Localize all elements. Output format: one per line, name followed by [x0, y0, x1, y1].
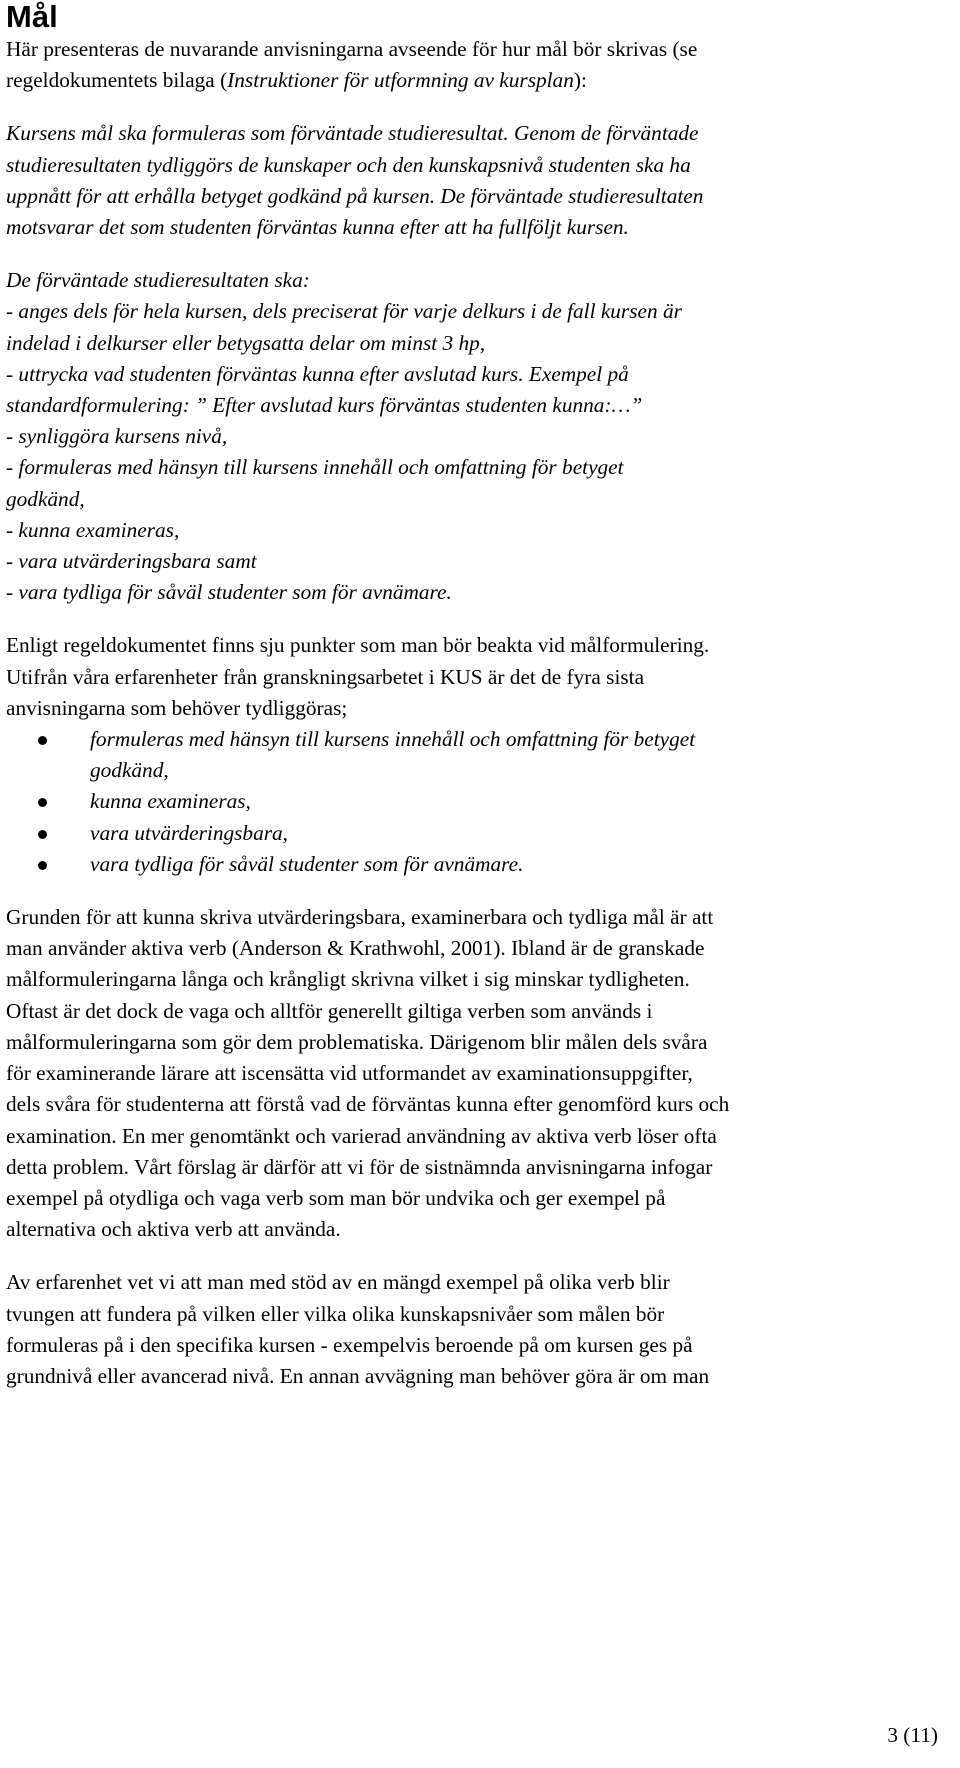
text-line: tvungen att fundera på vilken eller vilka olika kunskapsnivåer som målen bör	[6, 1301, 665, 1326]
text-line: godkänd,	[6, 486, 85, 511]
text-line: Oftast är det dock de vaga och alltför generellt giltiga verben som används i	[6, 998, 653, 1023]
list-item-text: vara utvärderingsbara,	[90, 820, 288, 845]
list-item	[6, 724, 950, 786]
intro-line: Här presenteras de nuvarande anvisningarna avseende för hur mål bör skrivas (se	[6, 37, 698, 61]
page-number: 3 (11)	[887, 1723, 938, 1747]
text-line: - synliggöra kursens nivå,	[6, 424, 228, 449]
text-line: exempel på otydliga och vaga verb som man bör undvika och ger exempel på	[6, 1185, 666, 1210]
text-line: Kursens mål ska formuleras som förväntade studieresultat. Genom de förväntade	[6, 121, 699, 146]
text-line: Av erfarenhet vet vi att man med stöd av en mängd exempel på olika verb blir	[6, 1270, 670, 1295]
text-line: för examinerande lärare att iscensätta vid utformandet av examinationsuppgifter,	[6, 1061, 693, 1086]
active-verbs-paragraph	[6, 902, 950, 1245]
bullet-icon	[38, 736, 47, 745]
text-line: målformuleringarna långa och krångligt skrivna vilket i sig minskar tydligheten.	[6, 967, 690, 992]
text-line: - vara tydliga för såväl studenter som för avnämare.	[6, 580, 452, 605]
list-item-text: formuleras med hänsyn till kursens innehåll och omfattning för betyget	[90, 727, 696, 752]
text-line: examination. En mer genomtänkt och varierad användning av aktiva verb löser ofta	[6, 1123, 717, 1148]
list-item-text: kunna examineras,	[90, 789, 251, 814]
appendix-title: Instruktioner för utformning av kursplan	[227, 68, 574, 93]
text-line: Grunden för att kunna skriva utvärderingsbara, examinerbara och tydliga mål är att	[6, 905, 714, 930]
text-line: detta problem. Vårt förslag är därför att vi för de sistnämnda anvisningarna infogar	[6, 1154, 713, 1179]
bullet-icon	[38, 830, 47, 839]
text-line: formuleras på i den specifika kursen - exempelvis beroende på om kursen ges på	[6, 1332, 693, 1357]
spacer	[6, 608, 950, 630]
text-line: målformuleringarna som gör dem problematiska. Därigenom blir målen dels svåra	[6, 1029, 708, 1054]
document-page	[6, 0, 950, 1392]
spacer	[6, 880, 950, 902]
spacer	[6, 1245, 950, 1267]
text-line: studieresultaten tydliggörs de kunskaper och den kunskapsnivå studenten ska ha	[6, 152, 691, 177]
text-line: - uttrycka vad studenten förväntas kunna efter avslutad kurs. Exempel på	[6, 361, 629, 386]
list-item-text: vara tydliga för såväl studenter som för avnämare.	[90, 851, 524, 876]
intro-line-prefix: regeldokumentets bilaga (	[6, 68, 228, 93]
text-line: - vara utvärderingsbara samt	[6, 549, 257, 574]
text-line: anvisningarna som behöver tydliggöras;	[6, 695, 348, 720]
list-item	[6, 849, 950, 880]
bullet-icon	[38, 798, 47, 807]
quoted-guidelines-paragraph	[6, 118, 950, 243]
bullet-icon	[38, 861, 47, 870]
intro-line-suffix: ):	[573, 68, 587, 93]
list-item	[6, 818, 950, 849]
spacer	[6, 96, 950, 118]
text-line: dels svåra för studenterna att förstå vad de förväntas kunna efter genomförd kurs och	[6, 1092, 730, 1117]
text-line: standardformulering: ” Efter avslutad kurs förväntas studenten kunna:…”	[6, 393, 643, 418]
intro-line	[6, 65, 950, 96]
text-line: Enligt regeldokumentet finns sju punkter som man bör beakta vid målformulering.	[6, 633, 710, 658]
list-item	[6, 786, 950, 817]
bullet-list	[6, 724, 950, 880]
section-heading: Mål	[6, 0, 58, 34]
spacer	[6, 243, 950, 265]
text-line: - formuleras med hänsyn till kursens innehåll och omfattning för betyget	[6, 455, 624, 480]
text-line: uppnått för att erhålla betyget godkänd på kursen. De förväntade studieresultaten	[6, 183, 704, 208]
text-line: Utifrån våra erfarenheter från granskningsarbetet i KUS är det de fyra sista	[6, 664, 645, 689]
text-line: motsvarar det som studenten förväntas kunna efter att ha fullföljt kursen.	[6, 215, 629, 240]
intro-paragraph	[6, 34, 950, 96]
text-line: grundnivå eller avancerad nivå. En annan avvägning man behöver göra är om man	[6, 1363, 710, 1388]
text-line: - kunna examineras,	[6, 517, 180, 542]
list-item-text: godkänd,	[90, 758, 169, 783]
text-line: - anges dels för hela kursen, dels preciserat för varje delkurs i de fall kursen är	[6, 299, 682, 324]
requirements-list	[6, 265, 950, 608]
text-line: De förväntade studieresultaten ska:	[6, 268, 310, 293]
text-line: indelad i delkurser eller betygsatta delar om minst 3 hp,	[6, 330, 486, 355]
text-line: man använder aktiva verb (Anderson & Krathwohl, 2001). Ibland är de granskade	[6, 936, 705, 961]
text-line: alternativa och aktiva verb att använda.	[6, 1217, 341, 1242]
experience-paragraph	[6, 1267, 950, 1392]
seven-points-paragraph	[6, 630, 950, 724]
